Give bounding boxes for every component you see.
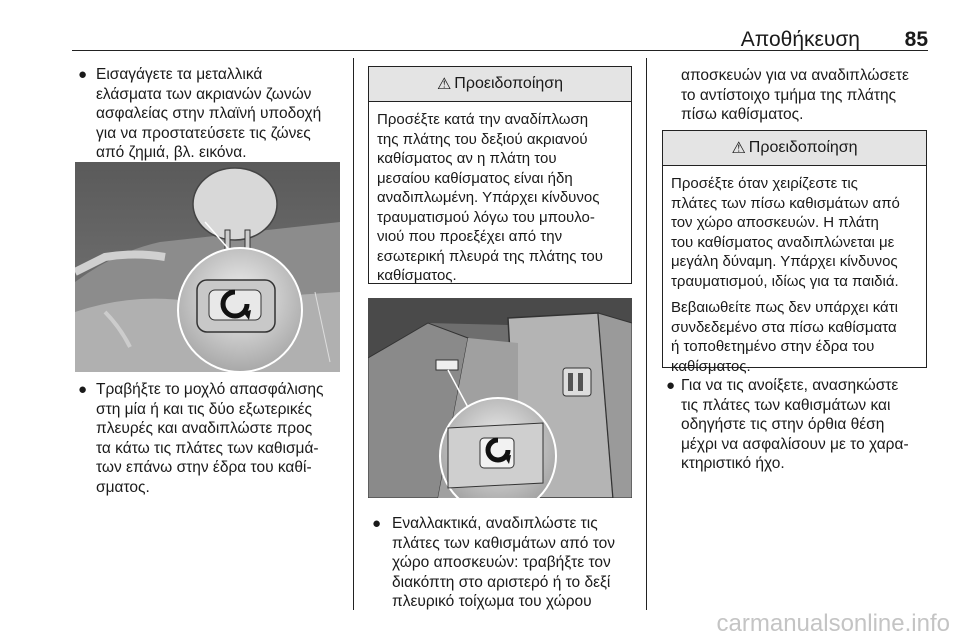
bullet-icon: ● xyxy=(78,66,88,83)
warning-title: Προειδοποίηση xyxy=(748,139,858,156)
warning-text: Προσέξτε κατά την αναδίπλωση της πλάτης του δεξιού ακριανού καθίσματος αν η πλάτη του μεσαίου καθίσματος είναι ήδη αναδιπλωμένη. Υπάρχει κίνδυνος τραυματισμού λόγω του μπουλο- νιού που προεξέχει από την εσωτερική πλευρά της πλάτης του καθίσματος. xyxy=(377,111,603,284)
column-divider-1 xyxy=(353,58,354,610)
warning-text-1: Προσέξτε όταν χειρίζεστε τις πλάτες των πίσω καθισμάτων από τον χώρο αποσκευών. Η πλάτη του καθίσματος αναδιπλώνεται με μεγάλη δύναμη. Υπάρχει κίνδυνος τραυματισμού, ιδίως για τα παιδιά. xyxy=(671,175,900,290)
warning-body xyxy=(663,166,926,391)
warning-triangle-icon: ⚠ xyxy=(731,140,746,157)
page-number: 85 xyxy=(904,28,928,51)
warning-header xyxy=(663,131,926,166)
bullet-icon: ● xyxy=(372,515,382,532)
warning-body xyxy=(369,102,631,301)
instruction-bullet-4: Για να τις ανοίξετε, ανασηκώστε τις πλάτες των καθισμάτων και οδηγήστε τις στην όρθια θέση μέχρι να ασφαλίσουν με το χαρα- κτηριστικό ήχο. xyxy=(681,377,909,472)
warning-title: Προειδοποίηση xyxy=(454,75,564,92)
seatbelt-holder-illustration xyxy=(75,162,340,372)
warning-text-2: Βεβαιωθείτε πως δεν υπάρχει κάτι συνδεδεμένο στα πίσω καθίσματα ή τοποθετημένο στην έδρα του καθίσματος. xyxy=(671,299,898,375)
header-divider xyxy=(72,50,928,51)
warning-header xyxy=(369,67,631,102)
instruction-bullet-2: Τραβήξτε το μοχλό απασφάλισης στη μία ή και τις δύο εξωτερικές πλευρές και αναδιπλώστε προς τα κάτω τις πλάτες των καθισμά- των επάνω στην έδρα του καθί- σματος. xyxy=(96,381,324,496)
bullet-icon: ● xyxy=(78,381,88,398)
warning-triangle-icon: ⚠ xyxy=(436,76,452,93)
figure-trunk-lever xyxy=(368,298,632,498)
watermark: carmanualsonline.info xyxy=(716,610,950,637)
instruction-bullet-1: Εισαγάγετε τα μεταλλικά ελάσματα των ακριανών ζωνών ασφαλείας στην πλαϊνή υποδοχή για να προστατεύσετε τις ζώνες από ζημιά, βλ. εικόνα. xyxy=(96,66,322,161)
bullet-icon: ● xyxy=(666,377,676,394)
trunk-lever-illustration xyxy=(368,298,632,498)
instruction-bullet-3: Εναλλακτικά, αναδιπλώστε τις πλάτες των καθισμάτων από τον χώρο αποσκευών: τραβήξτε τον διακόπτη στο αριστερό ή το δεξί πλευρικό τοίχωμα του χώρου xyxy=(392,515,616,610)
page-header xyxy=(72,24,928,50)
column-divider-2 xyxy=(646,58,647,610)
instruction-continuation: αποσκευών για να αναδιπλώσετε το αντίστοιχο τμήμα της πλάτης πίσω καθίσματος. xyxy=(681,67,909,123)
figure-seatbelt-holder xyxy=(75,162,340,372)
section-title: Αποθήκευση xyxy=(740,28,860,51)
warning-box-1 xyxy=(368,66,632,284)
warning-box-2 xyxy=(662,130,927,375)
